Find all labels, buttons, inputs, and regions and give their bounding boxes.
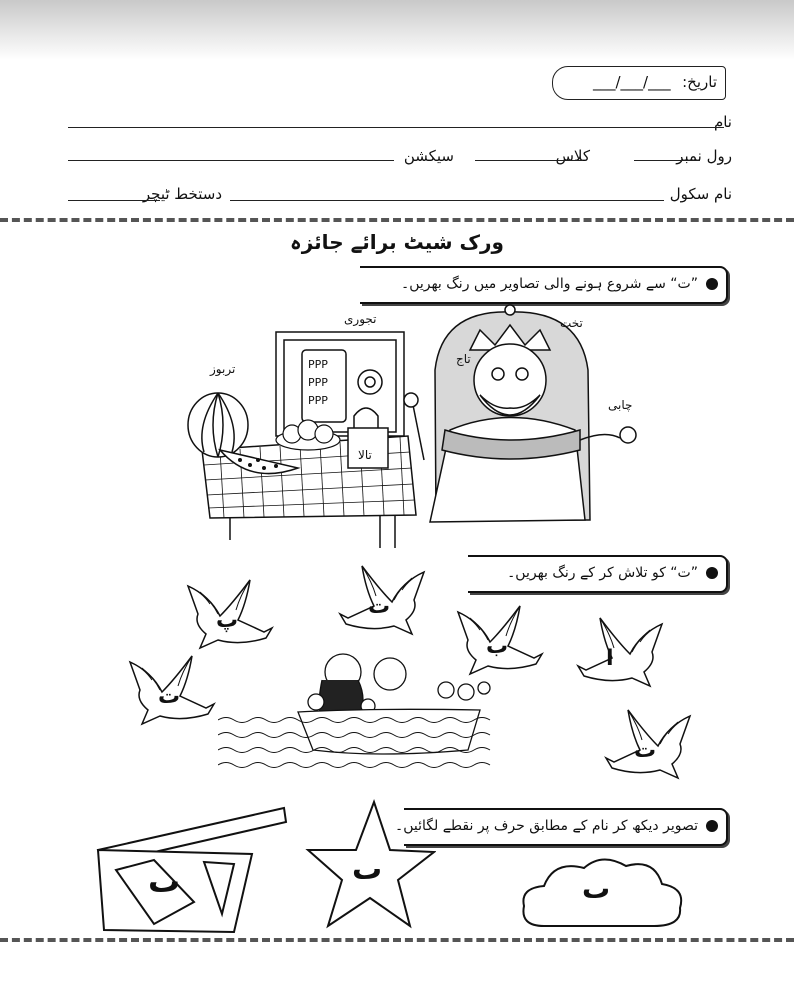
instruction-3-text: تصویر دیکھ کر نام کے مطابق حرف پر نقطے لگائیں۔: [395, 818, 698, 834]
safe-illustration: [276, 332, 404, 436]
svg-text:PPP: PPP: [308, 376, 328, 389]
school-label: نام سکول: [669, 185, 732, 203]
bird-letter[interactable]: ت: [634, 738, 657, 763]
label-throne: تخت: [560, 316, 583, 330]
bird-2[interactable]: [332, 560, 432, 640]
svg-text:PPP: PPP: [308, 394, 328, 407]
bullet-icon: [706, 567, 718, 579]
divider-bottom: [0, 938, 794, 942]
bird-letter[interactable]: ب: [486, 634, 509, 659]
cloud-letter[interactable]: ٮ: [582, 872, 611, 905]
instruction-3: [395, 808, 728, 846]
instruction-2: [468, 555, 728, 593]
section-label: سیکشن: [403, 147, 454, 165]
drum-illustration: [94, 802, 294, 942]
school-field[interactable]: [230, 200, 664, 201]
bird-icon: [570, 612, 670, 692]
label-safe: تجوری: [344, 312, 377, 326]
teacher-sign-field[interactable]: [68, 200, 160, 201]
top-banner: [0, 0, 794, 60]
date-box[interactable]: [552, 66, 726, 100]
bullet-icon: [706, 820, 718, 832]
name-label: نام: [713, 113, 732, 131]
bird-letter[interactable]: ا: [606, 646, 614, 671]
star-letter[interactable]: ٮ: [352, 852, 383, 887]
bird-4[interactable]: [570, 612, 670, 692]
class-label: کلاس: [555, 147, 590, 165]
bird-6[interactable]: [598, 704, 698, 784]
roll-field[interactable]: [634, 160, 700, 161]
section-field[interactable]: [68, 160, 394, 161]
date-label: تاریخ:: [682, 73, 717, 91]
king-illustration: [404, 305, 636, 522]
bird-5[interactable]: [122, 650, 222, 730]
instruction-1-text: ”ت“ سے شروع ہونے والی تصاویر میں رنگ بھریں۔: [401, 276, 698, 292]
boat-illustration: [218, 640, 498, 780]
bullet-icon: [706, 278, 718, 290]
date-blank: ___/___/___: [593, 73, 671, 91]
worksheet-title: ورک شیٹ برائے جائزہ: [290, 230, 504, 254]
label-lock: تالا: [358, 448, 372, 462]
instruction-1: [360, 266, 728, 304]
teacher-sign-label: دستخط ٹیچر: [142, 185, 222, 203]
roll-label: رول نمبر: [676, 147, 732, 165]
label-crown: تاج: [456, 352, 471, 366]
label-key: چابی: [608, 398, 633, 412]
scene-1-illustration: [180, 300, 640, 550]
svg-text:PPP: PPP: [308, 358, 328, 371]
class-field[interactable]: [475, 160, 583, 161]
bird-letter[interactable]: ت: [158, 684, 181, 709]
name-field[interactable]: [68, 127, 724, 128]
bird-letter[interactable]: پ: [216, 608, 239, 633]
instruction-2-text: ”ت“ کو تلاش کر کے رنگ بھریں۔: [507, 565, 698, 581]
bird-letter[interactable]: ت: [368, 594, 391, 619]
divider-top: [0, 218, 794, 222]
drum-letter[interactable]: ٮ: [148, 862, 181, 900]
label-melon: تربوز: [210, 362, 236, 376]
